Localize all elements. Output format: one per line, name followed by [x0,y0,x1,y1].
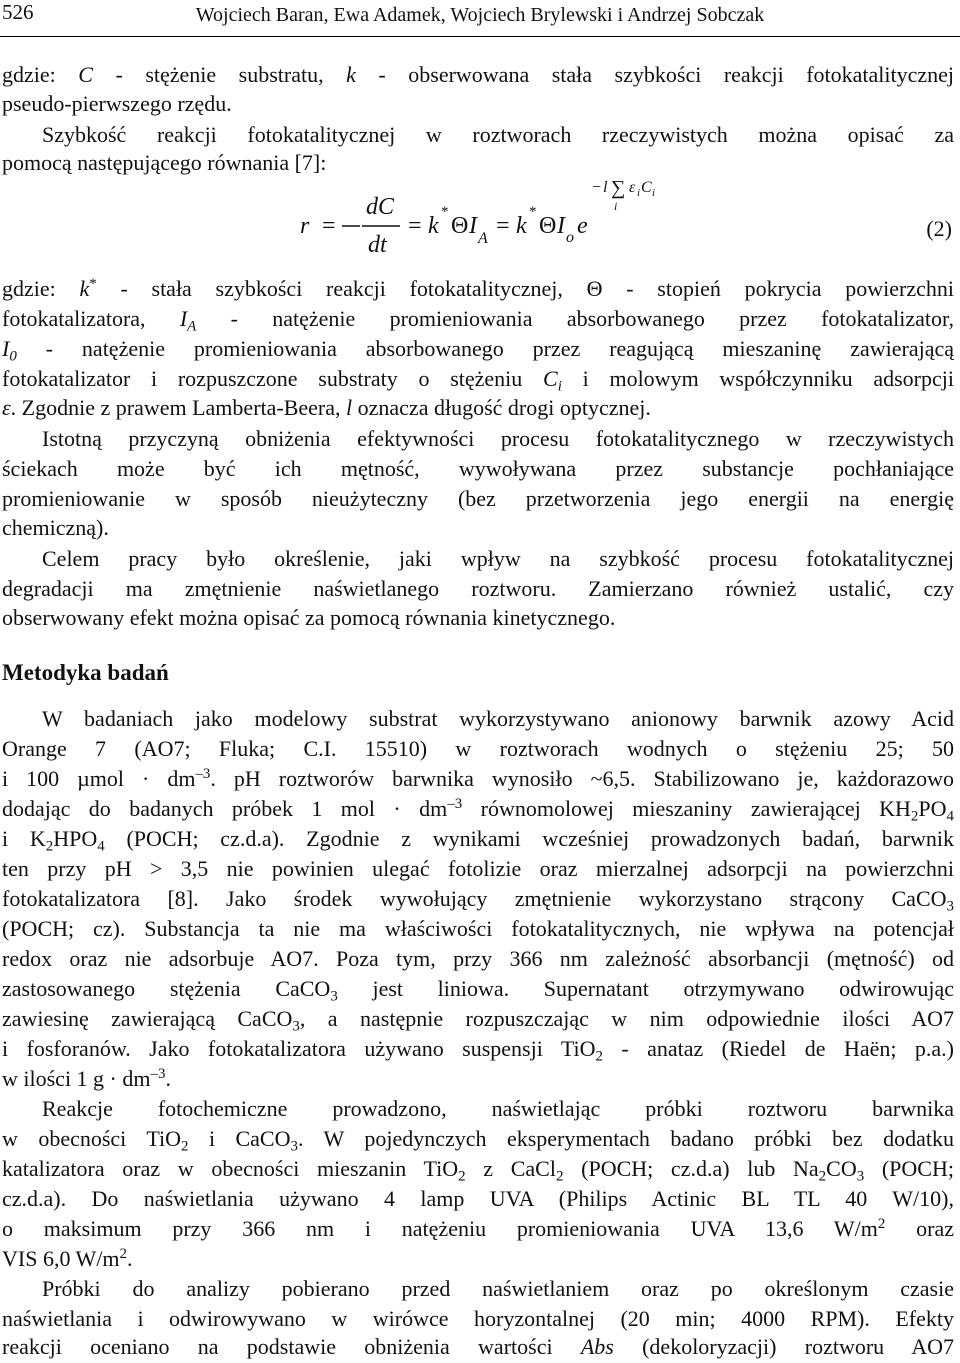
text-line: Celem pracy było określenie, jaki wpływ na szybkość procesu fotokatalitycznej [42,546,954,571]
eq-r: r [300,213,310,239]
text-line: VIS 6,0 $W/m^2$. [2,1245,133,1271]
eq-k: k [516,213,527,239]
running-header [0,0,960,37]
eq-sub-o: o [566,229,574,246]
text-line: fotokatalizatora, $I_A$ - natężenie promieniowania absorbowanego przez fotokatalizator, [2,306,954,334]
eq-exp-minus: − [592,180,602,196]
equation-number: (2) [926,216,952,241]
text-line: naświetlania i odwirowywano w wirówce horyzontalnej (20 min; 4000 RPM). Efekty [2,1306,954,1331]
eq-I: I [469,213,477,239]
section-heading: Metodyka badań [2,660,169,685]
text-line: i fosforanów. Jako fotokatalizatora używano suspensji TiO$_2$ - anataz (Riedel de Haën; p.a.) [2,1036,954,1064]
eq-sub-A: A [478,230,488,247]
text-line: Reakcje fotochemiczne prowadzono, naświetlając próbki roztworu barwnika [42,1096,954,1121]
equation-2 [0,180,960,260]
eq-exp-i: i [652,187,656,199]
text-line: obserwowany efekt można opisać za pomocą równania kinetycznego. [2,605,616,630]
text-line: katalizatora oraz w obecności mieszanin TiO$_2$ z CaCl$_2$ (POCH; cz.d.a) lub $Na_2CO_3$ (POCH; [2,1156,954,1184]
text-line: pseudo-pierwszego rzędu. [2,91,232,116]
eq-exp-sum: ∑ [611,180,626,199]
eq-exp-C: C [641,180,652,196]
eq-equals: = [496,213,510,239]
text-line: fotokatalizatora [8]. Jako środek wywołujący zmętnienie wykorzystano strącony CaCO$_3$ [2,886,954,914]
eq-denominator: dt [368,232,387,258]
text-line: (POCH; cz). Substancja ta nie ma właściwości fotokatalitycznych, nie wpływa na potencjał [2,916,954,941]
text-line: gdzie: k* - stała szybkości reakcji fotokatalitycznej, Θ - stopień pokrycia powierzchni [2,275,954,301]
text-line: W badaniach jako modelowy substrat wykorzystywano anionowy barwnik azowy Acid [42,706,954,731]
text-line: fotokatalizator i rozpuszczone substraty o stężeniu $C_i$ i molowym współczynniku adsorpcji [2,366,954,394]
text-line: Próbki do analizy pobierano przed naświetlaniem oraz po określonym czasie [42,1276,954,1301]
text-line: $I_0$ - natężenie promieniowania absorbowanego przez reagującą mieszaninę zawierającą [2,336,954,364]
text-line: w ilości 1 $g \cdot dm^{-3}$. [2,1065,171,1091]
eq-exp-l: l [603,180,608,196]
text-line: Szybkość reakcji fotokatalitycznej w roztworach rzeczywistych można opisać za [42,122,954,147]
text-line: i $K_2HPO_4$ (POCH; cz.d.a). Zgodnie z wynikami wcześniej prowadzonych badań, barwnik [2,826,954,854]
text-line: reakcji oceniano na podstawie obniżenia wartości Abs (dekoloryzacji) roztworu AO7 [2,1334,954,1359]
text-line: Orange 7 (AO7; Fluka; C.I. 15510) w roztworach wodnych o stężeniu 25; 50 [2,736,954,761]
eq-equals: = [408,213,422,239]
eq-k: k [428,213,439,239]
text-line: o maksimum przy 366 nm i natężeniu promieniowania UVA 13,6 $W/m^2$ oraz [2,1215,954,1241]
eq-theta: Θ [451,213,469,239]
eq-e: e [577,213,588,239]
eq-theta: Θ [539,213,557,239]
text-line: w obecności TiO$_2$ i CaCO$_3$. W pojedynczych eksperymentach badano próbki bez dodatku [2,1126,954,1154]
text-line: zawiesinę zawierającą CaCO$_3$, a następnie rozpuszczając w nim odpowiednie ilości AO7 [2,1006,954,1034]
text-line: cz.d.a). Do naświetlania używano 4 lamp UVA (Philips Actinic BL TL 40 W/10), [2,1186,954,1211]
text-line: i 100 $\mu mol \cdot dm^{-3}$. pH roztworów barwnika wynosiło ~6,5. Stabilizowano je, każdorazowo [2,765,954,791]
text-line: zastosowanego stężenia CaCO$_3$ jest liniowa. Supernatant otrzymywano odwirowując [2,976,954,1004]
text-line: degradacji ma zmętnienie naświetlanego roztworu. Zamierzano również ustalić, czy [2,576,954,601]
text-line: ten przy pH > 3,5 nie powinien ulegać fotolizie oraz mierzalnej adsorpcji na powierzchni [2,856,954,881]
text-line: chemiczną). [2,515,109,540]
eq-exp-epsilon: ε [629,180,636,196]
text-line: promieniowanie w sposób nieużyteczny (bez przetworzenia jego energii na energię [2,486,954,511]
text-line: Istotną przyczyną obniżenia efektywności procesu fotokatalitycznego w rzeczywistych [42,426,954,451]
eq-exp-i: i [637,187,641,199]
eq-star: * [529,204,537,220]
text-line: pomocą następującego równania [7]: [2,150,327,175]
eq-equals: = [322,213,336,239]
text-line: ε. Zgodnie z prawem Lamberta-Beera, l oznacza długość drogi optycznej. [2,395,651,420]
text-line: redox oraz nie adsorbuje AO7. Poza tym, przy 366 nm zależność absorbancji (mętność) od [2,946,954,971]
text-line: gdzie: C - stężenie substratu, k - obserwowana stała szybkości reakcji fotokatalitycznej [2,62,954,87]
page-number: 526 [2,0,34,24]
eq-numerator: dC [366,194,395,220]
eq-star: * [441,204,449,220]
text-line: dodając do badanych próbek 1 mol · $dm^{-3}$ równomolowej mieszaniny zawierającej $KH_2PO_4$ [2,795,954,824]
text-line: ściekach może być ich mętność, wywoływana przez substancje pochłaniające [2,456,954,481]
eq-I: I [557,213,565,239]
running-head-authors: Wojciech Baran, Ewa Adamek, Wojciech Brylewski i Andrzej Sobczak [195,4,765,26]
eq-exp-sum-index: i [614,199,618,213]
